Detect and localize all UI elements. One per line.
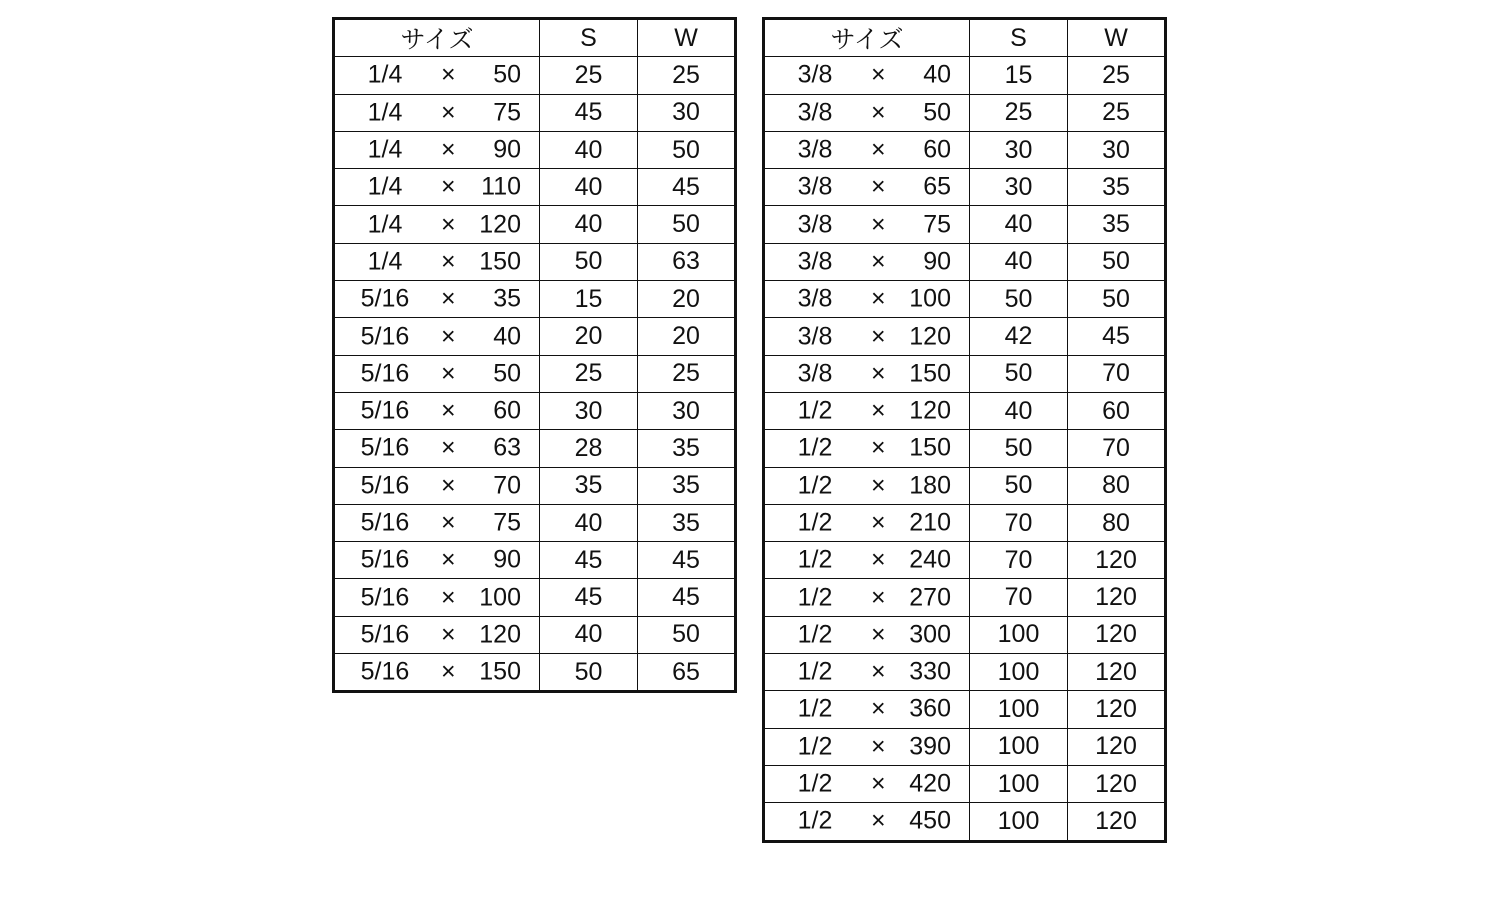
size-inch: 3/8	[797, 210, 833, 239]
size-length: 65	[923, 172, 951, 201]
table-row	[764, 94, 1166, 131]
size-length: 150	[909, 359, 951, 388]
size-inch: 3/8	[797, 135, 833, 164]
size-length: 40	[493, 322, 521, 351]
table-row	[334, 169, 736, 206]
size-cell	[334, 654, 540, 692]
size-length: 35	[493, 284, 521, 313]
size-length: 270	[909, 583, 951, 612]
size-length: 60	[493, 396, 521, 425]
size-length: 120	[479, 620, 521, 649]
table-row	[334, 616, 736, 653]
size-inch: 1/2	[797, 769, 833, 798]
w-value: 35	[1068, 206, 1166, 243]
table-row	[334, 206, 736, 243]
s-value: 100	[970, 616, 1068, 653]
size-header: サイズ	[334, 19, 540, 57]
w-value: 20	[638, 318, 736, 355]
size-inch: 3/8	[797, 98, 833, 127]
table-row	[764, 728, 1166, 765]
size-length: 100	[479, 583, 521, 612]
table-row	[334, 504, 736, 541]
size-times: ×	[871, 359, 886, 388]
table-row	[764, 467, 1166, 504]
table-row	[764, 392, 1166, 429]
s-value: 100	[970, 654, 1068, 691]
size-times: ×	[871, 583, 886, 612]
w-value: 120	[1068, 728, 1166, 765]
size-cell	[764, 281, 970, 318]
size-times: ×	[441, 172, 456, 201]
w-value: 35	[638, 504, 736, 541]
s-value: 40	[540, 169, 638, 206]
s-value: 50	[970, 355, 1068, 392]
size-cell	[334, 94, 540, 131]
size-length: 330	[909, 657, 951, 686]
size-cell	[764, 430, 970, 467]
s-value: 45	[540, 94, 638, 131]
size-times: ×	[871, 471, 886, 500]
size-inch: 5/16	[360, 322, 410, 351]
size-inch: 5/16	[360, 657, 410, 686]
w-value: 30	[1068, 131, 1166, 168]
size-inch: 3/8	[797, 60, 833, 89]
size-inch: 3/8	[797, 172, 833, 201]
s-value: 50	[540, 243, 638, 280]
size-times: ×	[871, 98, 886, 127]
table-row	[764, 542, 1166, 579]
s-value: 15	[540, 281, 638, 318]
w-value: 45	[638, 579, 736, 616]
size-cell	[764, 542, 970, 579]
w-value: 50	[638, 616, 736, 653]
size-length: 50	[493, 359, 521, 388]
size-inch: 5/16	[360, 471, 410, 500]
size-times: ×	[871, 284, 886, 313]
size-length: 90	[493, 135, 521, 164]
size-times: ×	[441, 657, 456, 686]
size-cell	[334, 467, 540, 504]
size-times: ×	[871, 135, 886, 164]
size-length: 90	[923, 247, 951, 276]
size-cell	[334, 392, 540, 429]
size-cell	[764, 691, 970, 728]
table-row	[334, 318, 736, 355]
w-value: 120	[1068, 803, 1166, 841]
size-length: 300	[909, 620, 951, 649]
s-value: 100	[970, 728, 1068, 765]
s-value: 25	[540, 57, 638, 94]
table-row	[764, 616, 1166, 653]
size-inch: 1/2	[797, 433, 833, 462]
s-value: 30	[970, 131, 1068, 168]
table-row	[764, 504, 1166, 541]
s-value: 50	[970, 281, 1068, 318]
w-value: 25	[1068, 57, 1166, 94]
w-value: 35	[638, 430, 736, 467]
size-times: ×	[871, 172, 886, 201]
size-length: 110	[481, 172, 521, 201]
w-value: 65	[638, 654, 736, 692]
w-value: 70	[1068, 355, 1166, 392]
size-cell	[334, 430, 540, 467]
s-value: 50	[970, 467, 1068, 504]
size-times: ×	[871, 508, 886, 537]
size-times: ×	[441, 396, 456, 425]
size-length: 40	[923, 60, 951, 89]
size-cell	[334, 131, 540, 168]
size-times: ×	[871, 60, 886, 89]
w-value: 20	[638, 281, 736, 318]
size-length: 75	[493, 508, 521, 537]
s-value: 28	[540, 430, 638, 467]
w-value: 120	[1068, 654, 1166, 691]
size-cell	[334, 579, 540, 616]
size-inch: 3/8	[797, 284, 833, 313]
size-cell	[764, 355, 970, 392]
w-header: W	[1068, 19, 1166, 57]
w-value: 80	[1068, 467, 1166, 504]
size-times: ×	[871, 657, 886, 686]
size-length: 63	[493, 433, 521, 462]
w-header: W	[638, 19, 736, 57]
table-row	[334, 355, 736, 392]
size-times: ×	[441, 98, 456, 127]
s-value: 45	[540, 542, 638, 579]
size-cell	[764, 803, 970, 841]
size-cell	[334, 243, 540, 280]
size-times: ×	[871, 694, 886, 723]
size-cell	[764, 131, 970, 168]
s-value: 40	[970, 206, 1068, 243]
size-inch: 1/2	[797, 732, 833, 761]
size-length: 60	[923, 135, 951, 164]
size-cell	[764, 616, 970, 653]
size-cell	[764, 243, 970, 280]
w-value: 120	[1068, 765, 1166, 802]
size-length: 150	[479, 247, 521, 276]
size-times: ×	[871, 322, 886, 351]
table-row	[764, 318, 1166, 355]
size-times: ×	[871, 210, 886, 239]
s-value: 40	[970, 243, 1068, 280]
table-row	[764, 803, 1166, 841]
s-value: 45	[540, 579, 638, 616]
table-row	[764, 654, 1166, 691]
size-cell	[334, 169, 540, 206]
size-header: サイズ	[764, 19, 970, 57]
size-inch: 1/2	[797, 471, 833, 500]
table-row	[334, 243, 736, 280]
w-value: 120	[1068, 542, 1166, 579]
w-value: 80	[1068, 504, 1166, 541]
w-value: 120	[1068, 579, 1166, 616]
w-value: 120	[1068, 691, 1166, 728]
size-cell	[764, 579, 970, 616]
size-length: 75	[923, 210, 951, 239]
size-times: ×	[441, 210, 456, 239]
size-cell	[764, 467, 970, 504]
w-value: 25	[638, 355, 736, 392]
header-row	[764, 19, 1166, 57]
size-inch: 1/2	[797, 657, 833, 686]
table-row	[334, 467, 736, 504]
size-cell	[764, 765, 970, 802]
size-inch: 1/4	[367, 98, 403, 127]
w-value: 25	[1068, 94, 1166, 131]
size-cell	[764, 206, 970, 243]
size-times: ×	[441, 545, 456, 574]
w-value: 35	[1068, 169, 1166, 206]
w-value: 45	[638, 169, 736, 206]
size-times: ×	[441, 60, 456, 89]
s-value: 25	[540, 355, 638, 392]
size-length: 210	[909, 508, 951, 537]
size-cell	[764, 94, 970, 131]
w-value: 30	[638, 392, 736, 429]
size-inch: 1/4	[367, 172, 403, 201]
w-value: 45	[638, 542, 736, 579]
w-value: 70	[1068, 430, 1166, 467]
table-row	[764, 355, 1166, 392]
w-value: 50	[1068, 281, 1166, 318]
table-row	[764, 430, 1166, 467]
table-row	[764, 206, 1166, 243]
size-cell	[334, 281, 540, 318]
s-value: 35	[540, 467, 638, 504]
size-cell	[764, 392, 970, 429]
table-row	[764, 57, 1166, 94]
size-cell	[764, 57, 970, 94]
w-value: 45	[1068, 318, 1166, 355]
size-length: 120	[909, 322, 951, 351]
size-cell	[334, 57, 540, 94]
size-length: 180	[909, 471, 951, 500]
size-cell	[764, 728, 970, 765]
size-length: 360	[909, 694, 951, 723]
size-table-left	[332, 17, 737, 693]
size-times: ×	[441, 433, 456, 462]
size-cell	[764, 504, 970, 541]
s-header: S	[970, 19, 1068, 57]
s-value: 100	[970, 765, 1068, 802]
size-length: 50	[493, 60, 521, 89]
size-inch: 5/16	[360, 620, 410, 649]
size-cell	[334, 206, 540, 243]
table-row	[764, 243, 1166, 280]
size-length: 75	[493, 98, 521, 127]
size-inch: 3/8	[797, 247, 833, 276]
size-times: ×	[441, 247, 456, 276]
s-value: 40	[540, 131, 638, 168]
size-length: 120	[909, 396, 951, 425]
size-table-right	[762, 17, 1167, 843]
size-inch: 1/4	[367, 135, 403, 164]
s-value: 50	[540, 654, 638, 692]
table-row	[334, 392, 736, 429]
size-inch: 1/4	[367, 60, 403, 89]
size-times: ×	[441, 284, 456, 313]
size-length: 450	[909, 806, 951, 835]
size-times: ×	[441, 322, 456, 351]
size-inch: 5/16	[360, 433, 410, 462]
size-times: ×	[871, 806, 886, 835]
s-value: 42	[970, 318, 1068, 355]
size-cell	[334, 616, 540, 653]
size-cell	[334, 318, 540, 355]
size-times: ×	[871, 545, 886, 574]
w-value: 60	[1068, 392, 1166, 429]
size-inch: 1/2	[797, 806, 833, 835]
size-inch: 5/16	[360, 545, 410, 574]
s-value: 40	[540, 616, 638, 653]
s-value: 30	[540, 392, 638, 429]
table-row	[764, 579, 1166, 616]
size-inch: 3/8	[797, 322, 833, 351]
size-length: 70	[493, 471, 521, 500]
s-value: 40	[970, 392, 1068, 429]
size-times: ×	[441, 508, 456, 537]
table-row	[764, 691, 1166, 728]
size-inch: 1/2	[797, 583, 833, 612]
table-row	[764, 169, 1166, 206]
size-inch: 1/2	[797, 620, 833, 649]
size-times: ×	[441, 135, 456, 164]
size-cell	[334, 504, 540, 541]
s-value: 40	[540, 206, 638, 243]
size-inch: 1/4	[367, 247, 403, 276]
size-inch: 1/2	[797, 545, 833, 574]
size-inch: 5/16	[360, 583, 410, 612]
s-value: 100	[970, 803, 1068, 841]
size-times: ×	[871, 769, 886, 798]
s-value: 15	[970, 57, 1068, 94]
s-value: 30	[970, 169, 1068, 206]
header-row	[334, 19, 736, 57]
table-row	[334, 542, 736, 579]
s-value: 40	[540, 504, 638, 541]
size-length: 50	[923, 98, 951, 127]
s-value: 70	[970, 504, 1068, 541]
table-row	[764, 281, 1166, 318]
s-header: S	[540, 19, 638, 57]
size-times: ×	[871, 247, 886, 276]
size-inch: 5/16	[360, 508, 410, 537]
table-row	[334, 430, 736, 467]
size-inch: 1/2	[797, 694, 833, 723]
size-cell	[764, 654, 970, 691]
w-value: 120	[1068, 616, 1166, 653]
size-times: ×	[441, 359, 456, 388]
size-times: ×	[871, 732, 886, 761]
size-cell	[764, 318, 970, 355]
table-row	[334, 579, 736, 616]
table-row	[764, 131, 1166, 168]
size-inch: 1/2	[797, 508, 833, 537]
size-length: 120	[479, 210, 521, 239]
size-inch: 5/16	[360, 396, 410, 425]
size-times: ×	[871, 433, 886, 462]
w-value: 63	[638, 243, 736, 280]
table-row	[334, 131, 736, 168]
size-length: 420	[909, 769, 951, 798]
w-value: 35	[638, 467, 736, 504]
size-inch: 1/4	[367, 210, 403, 239]
size-length: 390	[909, 732, 951, 761]
size-cell	[334, 542, 540, 579]
w-value: 50	[638, 131, 736, 168]
size-inch: 5/16	[360, 359, 410, 388]
s-value: 100	[970, 691, 1068, 728]
size-times: ×	[871, 620, 886, 649]
size-inch: 3/8	[797, 359, 833, 388]
size-cell	[334, 355, 540, 392]
table-row	[334, 654, 736, 692]
table-row	[764, 765, 1166, 802]
w-value: 50	[638, 206, 736, 243]
size-times: ×	[441, 620, 456, 649]
s-value: 70	[970, 542, 1068, 579]
size-length: 150	[909, 433, 951, 462]
size-length: 90	[493, 545, 521, 574]
w-value: 50	[1068, 243, 1166, 280]
s-value: 70	[970, 579, 1068, 616]
size-length: 100	[909, 284, 951, 313]
s-value: 25	[970, 94, 1068, 131]
w-value: 25	[638, 57, 736, 94]
size-inch: 1/2	[797, 396, 833, 425]
table-row	[334, 281, 736, 318]
w-value: 30	[638, 94, 736, 131]
size-times: ×	[441, 471, 456, 500]
s-value: 20	[540, 318, 638, 355]
table-row	[334, 94, 736, 131]
size-inch: 5/16	[360, 284, 410, 313]
table-row	[334, 57, 736, 94]
s-value: 50	[970, 430, 1068, 467]
size-length: 150	[479, 657, 521, 686]
size-times: ×	[871, 396, 886, 425]
size-times: ×	[441, 583, 456, 612]
size-length: 240	[909, 545, 951, 574]
size-cell	[764, 169, 970, 206]
